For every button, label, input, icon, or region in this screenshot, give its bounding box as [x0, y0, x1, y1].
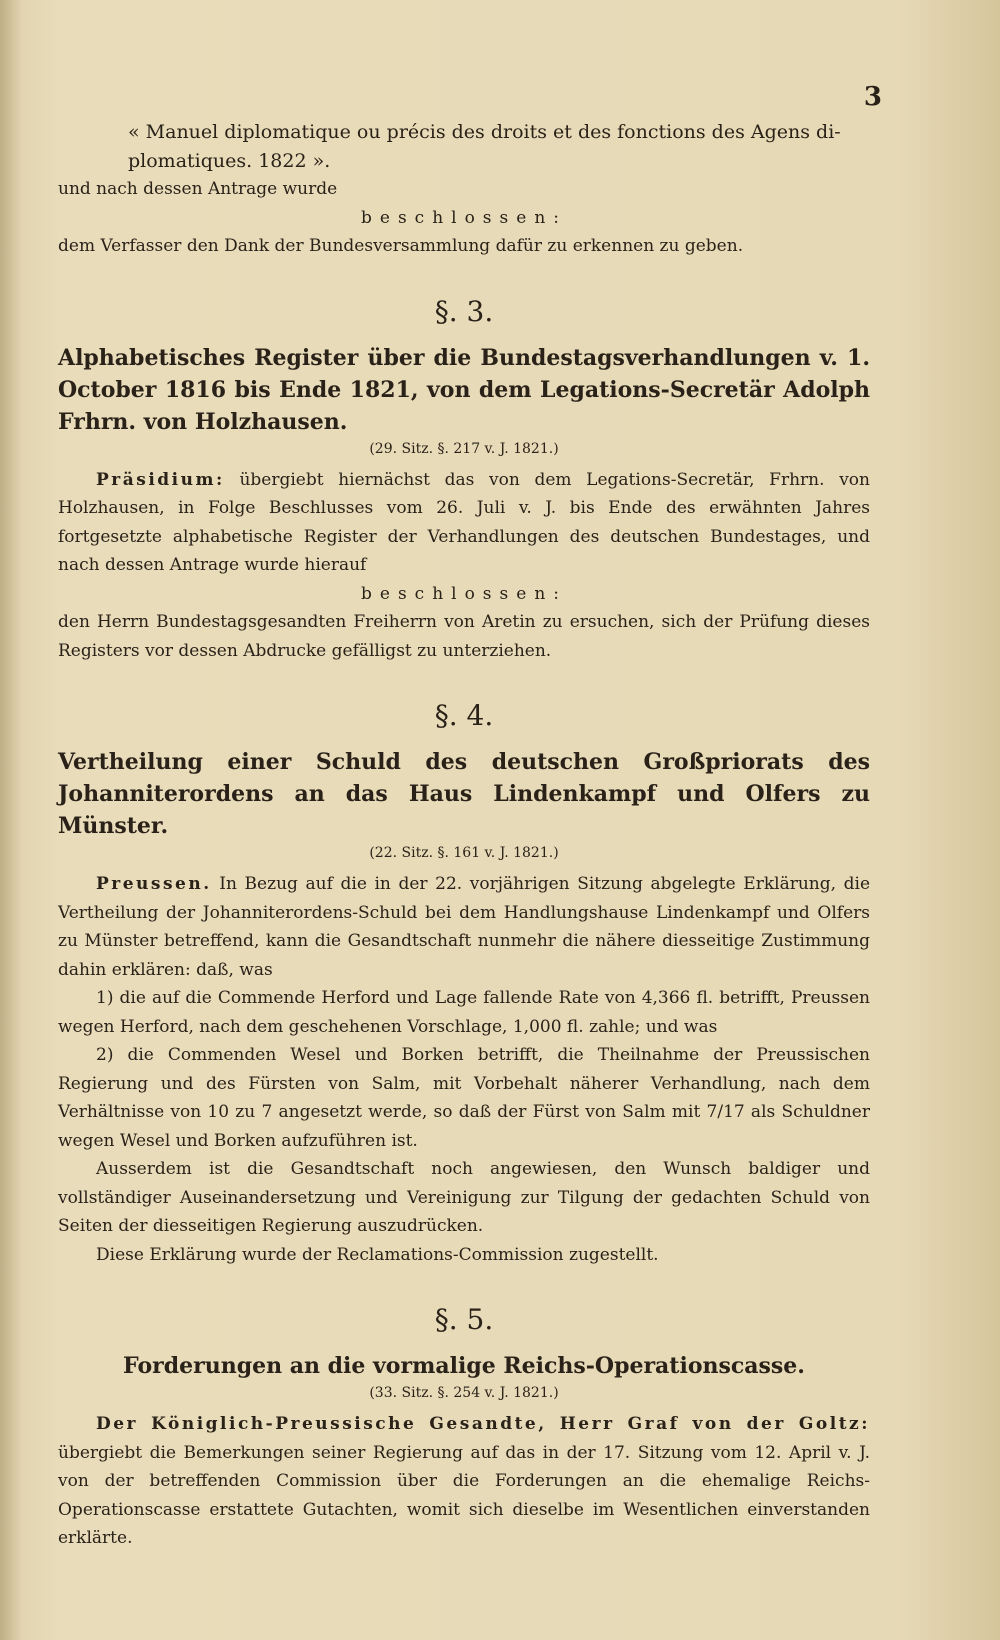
section-3-body	[58, 466, 870, 580]
section-3-body-text: übergiebt hiernächst das von dem Legations-Secretär, Frhrn. von Holzhausen, in Folge Beschlusses vom 26. Juli v. J. bis Ende des erwähnten Jahres fortgesetzte alphabetische Register der Verhandlungen des deutschen Bundestages, und nach dessen Antrage wurde hierauf	[58, 469, 870, 575]
section-3-heading: §. 3.	[434, 294, 494, 328]
section-4-heading: §. 4.	[434, 699, 494, 732]
section-5-reference: (33. Sitz. §. 254 v. J. 1821.)	[369, 1385, 559, 1401]
section-4-item-1: 1) die auf die Commende Herford und Lage fallende Rate von 4,366 fl. betrifft, Preussen wegen Herford, nach dem geschehenen Vorschlage, 1,000 fl. zahle; und was	[58, 988, 870, 1037]
french-line-2: plomatiques. 1822 ».	[128, 149, 331, 172]
section-4-body	[58, 870, 870, 984]
section-4-paragraph-2: Ausserdem ist die Gesandtschaft noch angewiesen, den Wunsch baldiger und vollständiger Auseinandersetzung und Vereinigung zur Tilgung der gedachten Schuld von Seiten der diesseitigen Regierung auszudrücken.	[58, 1159, 870, 1236]
section-4-title: Vertheilung einer Schuld des deutschen Großpriorats des Johanniterordens an das Haus Lindenkampf und Olfers zu Münster.	[58, 749, 870, 839]
section-4-reference: (22. Sitz. §. 161 v. J. 1821.)	[369, 845, 559, 861]
section-5-speaker: Der Königlich-Preussische Gesandte, Herr Graf von der Goltz:	[96, 1414, 870, 1434]
section-3-speaker: Präsidium:	[96, 469, 225, 490]
section-3-resolution: den Herrn Bundestagsgesandten Freiherrn von Aretin zu ersuchen, sich der Prüfung dieses Registers vor dessen Abdrucke gefälligst zu unterziehen.	[58, 612, 870, 661]
section-4-paragraph-3: Diese Erklärung wurde der Reclamations-Commission zugestellt.	[96, 1244, 659, 1265]
section-3-beschlossen: beschlossen:	[361, 583, 567, 604]
section-3-title: Alphabetisches Register über die Bundestagsverhandlungen v. 1. October 1816 bis Ende 1821, von dem Legations-Secretär Adolph Frhrn. von Holzhausen.	[58, 344, 870, 435]
section-5-body	[58, 1410, 870, 1553]
section-5-title: Forderungen an die vormalige Reichs-Operationscasse.	[123, 1353, 805, 1379]
beschlossen-label: beschlossen:	[361, 207, 567, 228]
section-4-body-text: In Bezug auf die in der 22. vorjährigen Sitzung abgelegte Erklärung, die Vertheilung der Johanniterordens-Schuld bei dem Handlungshause Lindenkampf und Olfers zu Münster betreffend, kann die Gesandtschaft nunmehr die nähere diesseitige Zustimmung dahin erklären: daß, was	[58, 874, 871, 980]
page-content	[58, 118, 870, 1553]
section-4-item-2: 2) die Commenden Wesel und Borken betrifft, die Theilnahme der Preussischen Regierung und des Fürsten von Salm, mit Vorbehalt näherer Verhandlung, nach dem Verhältnisse von 10 zu 7 angesetzt werde, so daß der Fürst von Salm mit 7/17 als Schuldner wegen Wesel und Borken aufzuführen ist.	[58, 1045, 870, 1151]
section-5-heading: §. 5.	[434, 1303, 494, 1336]
resolution-text: dem Verfasser den Dank der Bundesversammlung dafür zu erkennen zu geben.	[58, 236, 744, 256]
section-4-speaker: Preussen.	[96, 874, 212, 894]
intro-line: und nach dessen Antrage wurde	[58, 179, 338, 199]
french-line-1: « Manuel diplomatique ou précis des droits et des fonctions des Agens di-	[128, 121, 841, 143]
section-3-reference: (29. Sitz. §. 217 v. J. 1821.)	[369, 440, 559, 457]
page-number: 3	[863, 82, 882, 112]
section-5-body-text: übergiebt die Bemerkungen seiner Regierung auf das in der 17. Sitzung vom 12. April v. J. von der betreffenden Commission über die Forderungen an die ehemalige Reichs-Operationscasse erstattete Gutachten, womit sich dieselbe im Wesentlichen einverstanden erklärte.	[58, 1442, 870, 1548]
